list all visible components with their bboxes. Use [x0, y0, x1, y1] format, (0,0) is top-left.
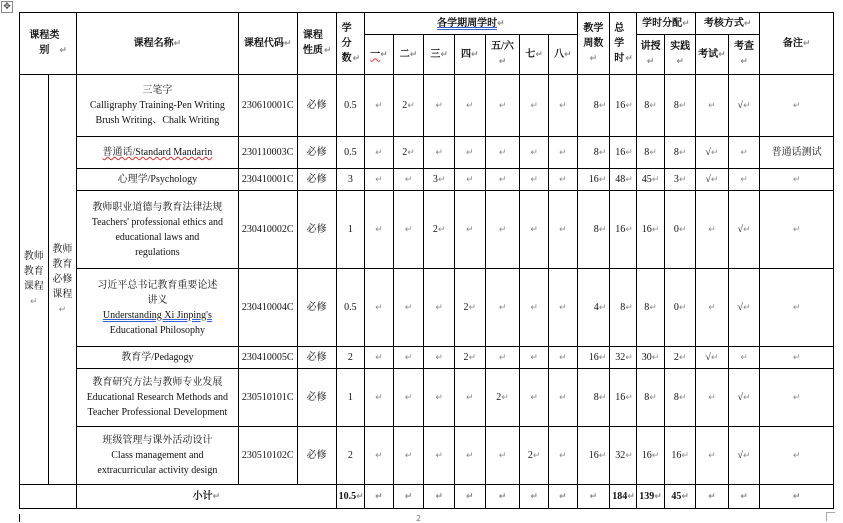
- header-category: 课程类别 ↵: [20, 13, 77, 75]
- table-row: [20, 347, 834, 369]
- sem-8-hours: ↵: [548, 169, 577, 191]
- header-semester-hours-text: 各学期周学时: [437, 17, 498, 29]
- course-name-cell: [77, 269, 238, 347]
- course-name-line: regulations: [135, 246, 180, 258]
- total-hours: 16↵: [610, 191, 637, 269]
- header-semester-1-text: 一: [370, 48, 381, 60]
- sem-4-hours: 2↵: [455, 347, 486, 369]
- course-nature: 必修: [297, 269, 336, 347]
- sem-2-hours: ↵: [393, 427, 424, 485]
- subtotal-check: ↵: [728, 485, 760, 509]
- header-semester-2: 二↵: [393, 35, 424, 75]
- course-code: 230410002C: [238, 191, 297, 269]
- course-name-cell: [77, 191, 238, 269]
- sem-7-hours: ↵: [520, 347, 549, 369]
- remark: ↵: [760, 269, 834, 347]
- sem-7-hours: ↵: [520, 369, 549, 427]
- subtotal-sem-2: ↵: [393, 485, 424, 509]
- sem-4-hours: ↵: [455, 191, 486, 269]
- practice-hours: 16↵: [665, 427, 696, 485]
- sem-5-6-hours: 2↵: [485, 369, 520, 427]
- course-credits: 0.5: [336, 137, 365, 169]
- sem-1-hours: ↵: [365, 191, 394, 269]
- course-name-cell: [77, 427, 238, 485]
- header-nature-text: 课程性质: [302, 30, 323, 56]
- header-course-name: 课程名称↵: [77, 13, 238, 75]
- exam-mark: ↵: [696, 427, 729, 485]
- category-sub-text: 教师教育必修课程: [52, 243, 73, 300]
- check-mark: √↵: [728, 191, 760, 269]
- sem-2-hours: ↵: [393, 347, 424, 369]
- teaching-weeks: 16↵: [577, 169, 610, 191]
- sem-3-hours: ↵: [424, 347, 455, 369]
- sem-4-hours: ↵: [455, 369, 486, 427]
- lecture-hours: 8↵: [636, 75, 665, 137]
- practice-hours: 0↵: [665, 191, 696, 269]
- exam-mark: √↵: [696, 169, 729, 191]
- total-hours: 16↵: [610, 369, 637, 427]
- sem-8-hours: ↵: [548, 427, 577, 485]
- course-credits: 3: [336, 169, 365, 191]
- check-mark: √↵: [728, 269, 760, 347]
- lecture-hours: 30↵: [636, 347, 665, 369]
- course-nature: 必修: [297, 75, 336, 137]
- table-row: [20, 191, 834, 269]
- course-name-cell: [77, 169, 238, 191]
- sem-5-6-hours: ↵: [485, 169, 520, 191]
- sem-8-hours: ↵: [548, 75, 577, 137]
- course-nature: 必修: [297, 169, 336, 191]
- table-row: [20, 269, 834, 347]
- subtotal-lecture: 139↵: [636, 485, 665, 509]
- course-name-line: Teacher Professional Development: [87, 407, 228, 418]
- course-credits: 2: [336, 427, 365, 485]
- page-corner-mark: [826, 512, 835, 521]
- subtotal-remark: ↵: [760, 485, 834, 509]
- header-assessment: 考核方式↵: [696, 13, 760, 35]
- category-sub-cell: 教师教育必修课程↵: [48, 75, 77, 485]
- subtotal-practice: 45↵: [665, 485, 696, 509]
- course-nature: 必修: [297, 369, 336, 427]
- exam-mark: √↵: [696, 137, 729, 169]
- sem-4-hours: ↵: [455, 75, 486, 137]
- total-hours: 32↵: [610, 427, 637, 485]
- course-nature: 必修: [297, 347, 336, 369]
- header-semester-3: 三↵: [424, 35, 455, 75]
- header-exam: 考试↵: [696, 35, 729, 75]
- total-hours: 8↵: [610, 269, 637, 347]
- subtotal-label: 小计: [192, 490, 213, 502]
- remark: 普通话测试: [760, 137, 834, 169]
- table-row: [20, 75, 834, 137]
- lecture-hours: 8↵: [636, 269, 665, 347]
- sem-1-hours: ↵: [365, 269, 394, 347]
- practice-hours: 8↵: [665, 75, 696, 137]
- header-check-text: 考查: [734, 41, 755, 52]
- exam-mark: ↵: [696, 75, 729, 137]
- header-semester-7: 七↵: [520, 35, 549, 75]
- sem-3-hours: ↵: [424, 369, 455, 427]
- practice-hours: 8↵: [665, 369, 696, 427]
- sem-4-hours: ↵: [455, 427, 486, 485]
- course-name-cell: [77, 369, 238, 427]
- category-main-text: 教师教育课程: [23, 251, 44, 292]
- sem-7-hours: ↵: [520, 75, 549, 137]
- sem-8-hours: ↵: [548, 347, 577, 369]
- course-name-line: 普通话/Standard Mandarin: [102, 147, 213, 158]
- sem-3-hours: ↵: [424, 269, 455, 347]
- header-course-code-text: 课程代码: [243, 37, 284, 49]
- course-name-line: Educational Philosophy: [109, 324, 206, 336]
- course-code: 230410001C: [238, 169, 297, 191]
- header-total-hours: 总学时↵: [610, 13, 637, 75]
- sem-8-hours: ↵: [548, 191, 577, 269]
- header-remarks-text: 备注: [782, 37, 803, 49]
- header-credits: 学分数↵: [336, 13, 365, 75]
- curriculum-table: [19, 12, 834, 509]
- sem-3-hours: 2↵: [424, 191, 455, 269]
- course-credits: 0.5: [336, 75, 365, 137]
- header-category-text: 课程类别: [29, 30, 60, 56]
- header-remarks: 备注↵: [760, 13, 834, 75]
- lecture-hours: 16↵: [636, 191, 665, 269]
- course-credits: 2: [336, 347, 365, 369]
- remark: ↵: [760, 427, 834, 485]
- teaching-weeks: 16↵: [577, 427, 610, 485]
- lecture-hours: 45↵: [636, 169, 665, 191]
- sem-2-hours: ↵: [393, 369, 424, 427]
- sem-8-hours: ↵: [548, 137, 577, 169]
- sem-1-hours: ↵: [365, 369, 394, 427]
- course-credits: 1: [336, 369, 365, 427]
- check-mark: ↵: [728, 169, 760, 191]
- sem-4-hours: ↵: [455, 169, 486, 191]
- subtotal-sem-4: ↵: [455, 485, 486, 509]
- course-code: 230510102C: [238, 427, 297, 485]
- check-mark: ↵: [728, 137, 760, 169]
- header-lecture-text: 讲授: [640, 41, 661, 52]
- total-hours: 16↵: [610, 75, 637, 137]
- course-name-line: extracurricular activity design: [97, 465, 218, 476]
- sem-2-hours: 2↵: [393, 75, 424, 137]
- sem-5-6-hours: ↵: [485, 269, 520, 347]
- sem-1-hours: ↵: [365, 347, 394, 369]
- header-semester-hours: 各学期周学时↵: [365, 13, 577, 35]
- header-practice-text: 实践: [670, 41, 691, 52]
- header-teaching-weeks: 教学周数↵: [577, 13, 610, 75]
- course-nature: 必修: [297, 137, 336, 169]
- sem-3-hours: ↵: [424, 75, 455, 137]
- header-course-name-text: 课程名称: [133, 37, 174, 49]
- exam-mark: ↵: [696, 191, 729, 269]
- course-name-line: 讲义: [147, 294, 168, 306]
- practice-hours: 0↵: [665, 269, 696, 347]
- header-check: 考查↵: [728, 35, 760, 75]
- table-row: [20, 137, 834, 169]
- sem-1-hours: ↵: [365, 427, 394, 485]
- category-main-cell: 教师教育课程↵: [20, 75, 49, 485]
- sem-2-hours: ↵: [393, 191, 424, 269]
- course-code: 230410005C: [238, 347, 297, 369]
- course-name-line: 班级管理与课外活动设计: [102, 435, 213, 446]
- header-semester-8-text: 八: [553, 48, 564, 60]
- lecture-hours: 8↵: [636, 369, 665, 427]
- remark: ↵: [760, 347, 834, 369]
- subtotal-sem-8: ↵: [548, 485, 577, 509]
- subtotal-empty: [20, 485, 77, 509]
- header-course-code: 课程代码↵: [238, 13, 297, 75]
- subtotal-sem-7: ↵: [520, 485, 549, 509]
- course-nature: 必修: [297, 191, 336, 269]
- header-hour-allocation: 学时分配↵: [636, 13, 695, 35]
- course-name-line: 三笔字: [142, 85, 173, 96]
- course-code: 230510101C: [238, 369, 297, 427]
- course-name-line: Brush Writing、Chalk Writing: [95, 115, 220, 126]
- subtotal-label-cell: 小计↵: [77, 485, 336, 509]
- sem-7-hours: ↵: [520, 169, 549, 191]
- course-credits: 0.5: [336, 269, 365, 347]
- teaching-weeks: 8↵: [577, 75, 610, 137]
- course-name-line: Understanding Xi Jinping's: [102, 309, 212, 321]
- exam-mark: ↵: [696, 269, 729, 347]
- header-semester-3-text: 三: [430, 48, 441, 60]
- check-mark: √↵: [728, 75, 760, 137]
- check-mark: √↵: [728, 369, 760, 427]
- total-hours: 32↵: [610, 347, 637, 369]
- remark: ↵: [760, 75, 834, 137]
- header-practice: 实践↵: [665, 35, 696, 75]
- sem-3-hours: ↵: [424, 137, 455, 169]
- course-name-line: 心理学/Psychology: [117, 174, 198, 185]
- header-semester-4-text: 四: [461, 48, 472, 60]
- teaching-weeks: 8↵: [577, 369, 610, 427]
- header-lecture: 讲授↵: [636, 35, 665, 75]
- header-assessment-text: 考核方式: [703, 17, 744, 29]
- sem-2-hours: ↵: [393, 269, 424, 347]
- course-code: 230610001C: [238, 75, 297, 137]
- subtotal-sem-3: ↵: [424, 485, 455, 509]
- table-row: [20, 169, 834, 191]
- practice-hours: 8↵: [665, 137, 696, 169]
- check-mark: ↵: [728, 347, 760, 369]
- header-total-hours-text: 总学时: [614, 22, 625, 64]
- course-name-line: Calligraphy Training-Pen Writing: [89, 100, 225, 111]
- header-hour-allocation-text: 学时分配: [642, 17, 683, 29]
- lecture-hours: 8↵: [636, 137, 665, 169]
- lecture-hours: 16↵: [636, 427, 665, 485]
- sem-7-hours: ↵: [520, 269, 549, 347]
- course-name-line: Teachers' professional ethics and: [91, 216, 224, 228]
- table-row: [20, 427, 834, 485]
- course-name-line: Educational Research Methods and: [86, 392, 229, 403]
- header-teaching-weeks-text: 教学周数: [583, 22, 604, 49]
- course-name-cell: [77, 347, 238, 369]
- subtotal-sem-1: ↵: [365, 485, 394, 509]
- header-exam-text: 考试: [698, 48, 719, 60]
- course-name-line: 教师职业道德与教育法律法规: [92, 201, 223, 213]
- header-semester-8: 八↵: [548, 35, 577, 75]
- exam-mark: √↵: [696, 347, 729, 369]
- subtotal-weeks: ↵: [577, 485, 610, 509]
- check-mark: √↵: [728, 427, 760, 485]
- sem-5-6-hours: ↵: [485, 427, 520, 485]
- sem-5-6-hours: ↵: [485, 75, 520, 137]
- exam-mark: ↵: [696, 369, 729, 427]
- sem-7-hours: ↵: [520, 137, 549, 169]
- course-name-line: 习近平总书记教育重要论述: [97, 279, 218, 291]
- sem-4-hours: ↵: [455, 137, 486, 169]
- remark: ↵: [760, 191, 834, 269]
- header-semester-5-6: 五/六↵: [485, 35, 520, 75]
- remark: ↵: [760, 369, 834, 427]
- page-edge: [19, 514, 835, 522]
- header-semester-4: 四↵: [455, 35, 486, 75]
- sem-1-hours: ↵: [365, 169, 394, 191]
- sem-5-6-hours: ↵: [485, 347, 520, 369]
- teaching-weeks: 4↵: [577, 269, 610, 347]
- sem-3-hours: 3↵: [424, 169, 455, 191]
- header-semester-7-text: 七: [525, 48, 536, 60]
- course-name-cell: [77, 137, 238, 169]
- course-code: 230410004C: [238, 269, 297, 347]
- course-name-line: 教育研究方法与教师专业发展: [92, 377, 223, 388]
- subtotal-row: [20, 485, 834, 509]
- header-semester-1: 一↵: [365, 35, 394, 75]
- table-row: [20, 369, 834, 427]
- subtotal-exam: ↵: [696, 485, 729, 509]
- sem-8-hours: ↵: [548, 369, 577, 427]
- header-semester-2-text: 二: [399, 48, 410, 60]
- sem-4-hours: 2↵: [455, 269, 486, 347]
- remark: ↵: [760, 169, 834, 191]
- sem-3-hours: ↵: [424, 427, 455, 485]
- total-hours: 16↵: [610, 137, 637, 169]
- teaching-weeks: 8↵: [577, 137, 610, 169]
- sem-2-hours: 2↵: [393, 137, 424, 169]
- page-number: 2: [416, 514, 422, 523]
- sem-1-hours: ↵: [365, 137, 394, 169]
- course-name-line: educational laws and: [115, 231, 200, 243]
- header-credits-text: 学分数: [341, 22, 352, 64]
- total-hours: 48↵: [610, 169, 637, 191]
- teaching-weeks: 8↵: [577, 191, 610, 269]
- header-semester-5-6-text: 五/六: [491, 41, 514, 52]
- course-name-cell: [77, 75, 238, 137]
- course-nature: 必修: [297, 427, 336, 485]
- practice-hours: 2↵: [665, 347, 696, 369]
- sem-7-hours: ↵: [520, 191, 549, 269]
- practice-hours: 3↵: [665, 169, 696, 191]
- sem-2-hours: ↵: [393, 169, 424, 191]
- header-nature: 课程性质↵: [297, 13, 336, 75]
- sem-5-6-hours: ↵: [485, 191, 520, 269]
- sem-5-6-hours: ↵: [485, 137, 520, 169]
- table-move-handle[interactable]: ✥: [1, 1, 13, 13]
- sem-7-hours: 2↵: [520, 427, 549, 485]
- subtotal-credits: 10.5↵: [336, 485, 365, 509]
- course-credits: 1: [336, 191, 365, 269]
- sem-1-hours: ↵: [365, 75, 394, 137]
- subtotal-total: 184↵: [610, 485, 637, 509]
- course-name-line: 教育学/Pedagogy: [121, 352, 194, 363]
- teaching-weeks: 16↵: [577, 347, 610, 369]
- course-name-line: Class management and: [111, 450, 204, 461]
- course-code: 230110003C: [238, 137, 297, 169]
- subtotal-sem-5-6: ↵: [485, 485, 520, 509]
- sem-8-hours: ↵: [548, 269, 577, 347]
